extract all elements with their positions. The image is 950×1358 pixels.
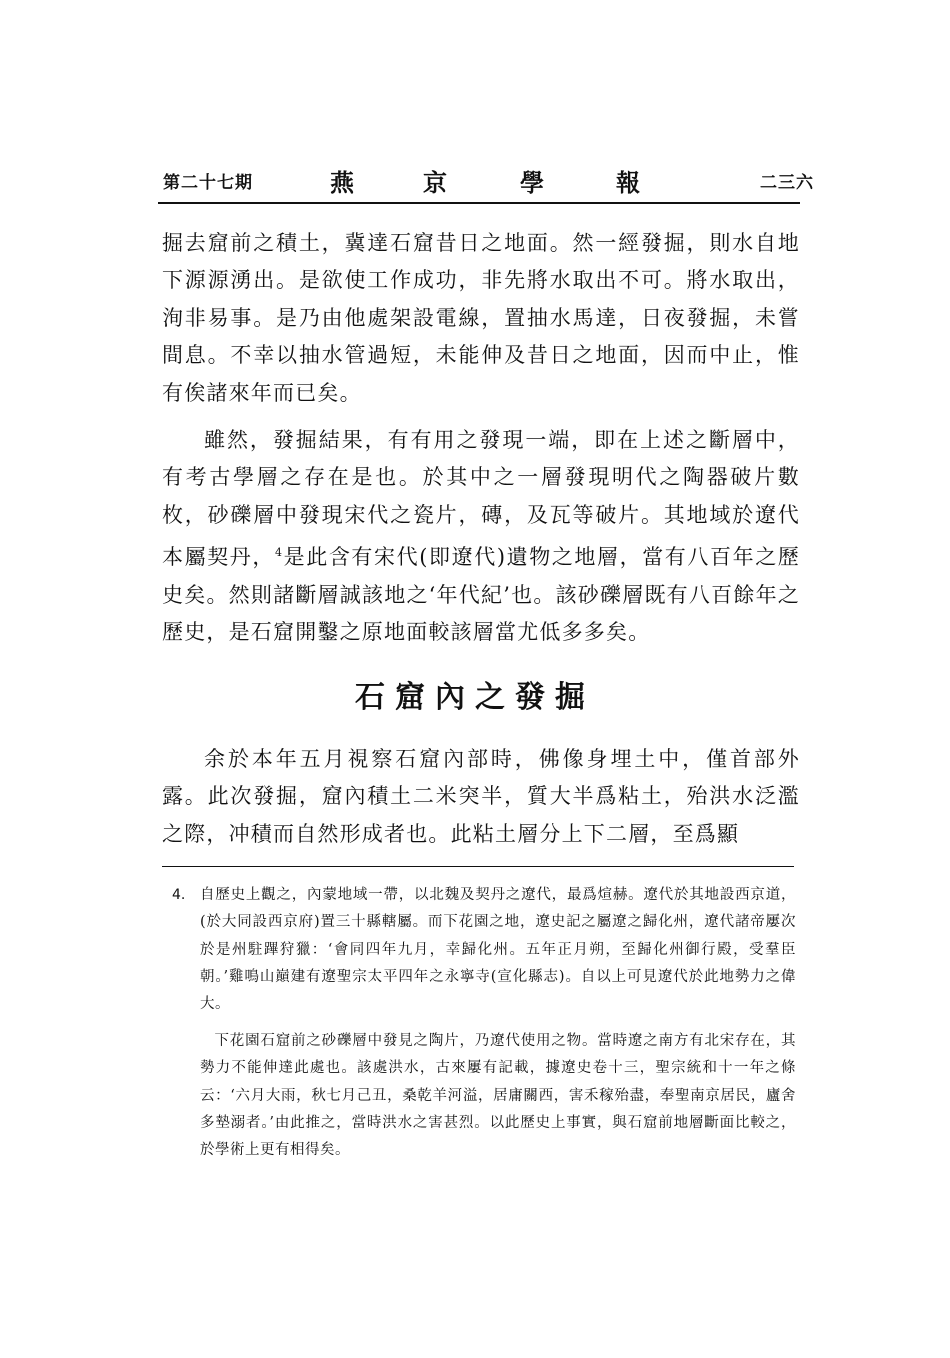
footnote-rule [162, 866, 794, 867]
journal-char-4: 報 [616, 168, 640, 197]
footnote-number: 4. [172, 887, 186, 903]
journal-title [330, 163, 640, 197]
journal-char-1: 燕 [330, 168, 354, 197]
paragraph-2-part-2: 是此含有宋代(即遼代)遺物之地層，當有八百年之歷史矣。然則諸斷層誠該地之‘年代紀’也。該砂礫層既有八百餘年之歷史，是石窟開鑿之原地面較該層當尤低多多矣。 [162, 545, 801, 645]
page-number: 二三六 [760, 173, 814, 193]
body-paragraph-1: 掘去窟前之積土，冀達石窟昔日之地面。然一經發掘，則水自地下源源湧出。是欲使工作成功，非先將水取出不可。將水取出，洵非易事。是乃由他處架設電線，置抽水馬達，日夜發掘，未嘗間息。不幸以抽水管過短，未能伸及昔日之地面，因而中止，惟有俟諸來年而已矣。 [162, 231, 800, 405]
footnote-marker[interactable]: 4 [275, 546, 284, 560]
footnote-paragraph-1: 自歷史上觀之，內蒙地域一帶，以北魏及契丹之遼代，最爲煊赫。遼代於其地設西京道，(於大同設西京府)置三十縣轄屬。而下花園之地，遼史記之屬遼之歸化州，遼代諸帝屢次於是州駐蹕狩獵：‘會同四年九月，幸歸化州。五年正月朔，至歸化州御行殿，受羣臣朝。’雞鳴山巔建有遼聖宗太平四年之永寧寺(宣化縣志)。自以上可見遼代於此地勢力之偉大。 [200, 887, 796, 1013]
paragraph-2-part-1: 雖然，發掘結果，有有用之發現一端，即在上述之斷層中，有考古學層之存在是也。於其中之一層發現明代之陶器破片數枚，砂礫層中發現宋代之瓷片，磚，及瓦等破片。其地域於遼代本屬契丹， [162, 428, 800, 570]
journal-char-2: 京 [423, 168, 447, 197]
section-title: 石窟內之發掘 [355, 680, 595, 715]
issue-number: 第二十七期 [163, 173, 253, 193]
footnote-paragraph-2: 下花園石窟前之砂礫層中發見之陶片，乃遼代使用之物。當時遼之南方有北宋存在，其勢力不能伸達此處也。該處洪水，古來屢有記載，據遼史卷十三，聖宗統和十一年之條云：‘六月大雨，秋七月己丑，桑乾羊河溢，居庸關西，害禾稼殆盡，奉聖南京居民，廬舍多墊溺者。’由此推之，當時洪水之害甚烈。以此歷史上事實，與石窟前地層斷面比較之，於學術上更有相得矣。 [200, 1033, 796, 1159]
body-paragraph-2 [162, 422, 800, 651]
body-paragraph-3: 余於本年五月視察石窟內部時，佛像身埋土中，僅首部外露。此次發掘，窟內積土二米突半，質大半爲粘土，殆洪水泛濫之際，冲積而自然形成者也。此粘土層分上下二層，至爲顯 [162, 747, 800, 846]
journal-char-3: 學 [520, 168, 544, 197]
header-rule [158, 202, 800, 204]
